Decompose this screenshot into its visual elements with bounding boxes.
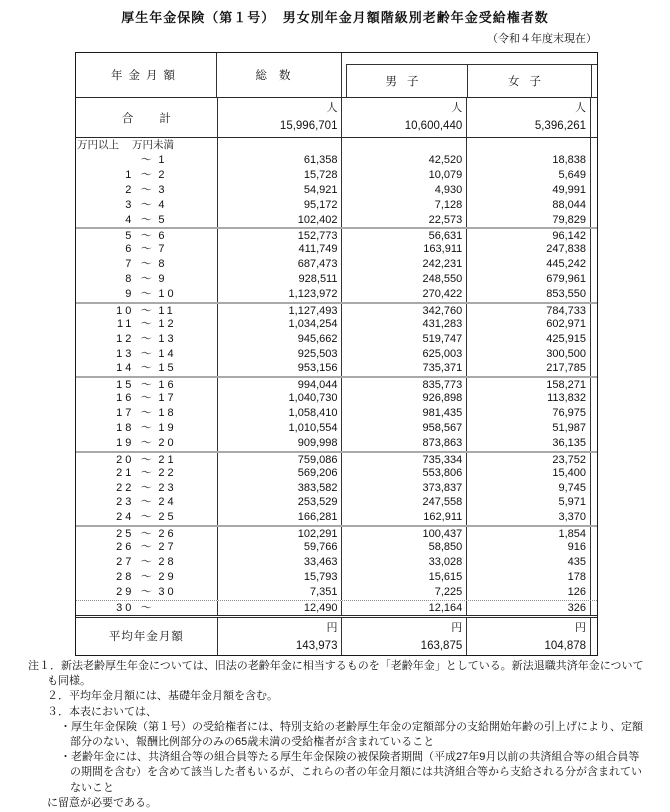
right-gutter — [590, 257, 597, 272]
total-cell: 953,156 — [217, 361, 342, 376]
right-gutter — [590, 304, 597, 317]
total-cell: 1,123,972 — [217, 287, 342, 302]
range-unit-header-row — [76, 138, 597, 153]
male-cell: 958,567 — [341, 421, 466, 436]
right-gutter — [590, 287, 597, 302]
range-cell: 〜 1 — [140, 154, 168, 166]
average-female-value: 104,878 — [544, 639, 587, 652]
table-row — [76, 168, 597, 183]
average-male-cell — [341, 618, 466, 655]
table-row — [76, 555, 597, 570]
range-cell: 12 〜 13 — [116, 332, 177, 345]
right-gutter — [590, 540, 597, 555]
female-cell: 602,971 — [466, 317, 590, 332]
range-cell: 24 〜 25 — [116, 511, 177, 524]
right-gutter — [590, 453, 597, 466]
range-cell: 20 〜 21 — [116, 453, 177, 466]
total-cell: 1,010,554 — [217, 421, 342, 436]
range-cell: 9 〜 10 — [125, 288, 177, 301]
female-cell: 326 — [466, 601, 590, 615]
average-row — [76, 615, 597, 655]
table-row — [76, 153, 597, 168]
range-cell: 11 〜 12 — [116, 317, 177, 330]
male-cell: 926,898 — [341, 391, 466, 406]
right-gutter — [590, 421, 597, 436]
male-cell: 270,422 — [341, 287, 466, 302]
female-cell: 79,829 — [466, 213, 590, 228]
male-cell: 12,164 — [341, 601, 466, 615]
col-header-female: 女子 — [468, 65, 592, 97]
right-gutter — [590, 98, 597, 137]
table-row — [76, 332, 597, 347]
total-cell: 33,463 — [217, 555, 342, 570]
table-header — [76, 53, 597, 98]
right-gutter — [590, 138, 597, 153]
male-cell: 735,371 — [341, 361, 466, 376]
female-cell: 113,832 — [466, 391, 590, 406]
right-gutter — [590, 378, 597, 391]
total-cell: 759,086 — [217, 453, 342, 466]
female-cell: 76,975 — [466, 406, 590, 421]
right-gutter — [590, 585, 597, 600]
male-cell: 4,930 — [341, 183, 466, 198]
col-header-total: 総数 — [217, 53, 342, 97]
right-gutter — [590, 153, 597, 168]
grand-total-label: 合計 — [121, 112, 197, 125]
range-cell: 19 〜 20 — [116, 436, 177, 449]
right-gutter — [590, 213, 597, 228]
male-cell: 58,850 — [341, 540, 466, 555]
male-cell: 242,231 — [341, 257, 466, 272]
table-row — [76, 510, 597, 525]
total-cell: 95,172 — [217, 198, 342, 213]
female-cell: 23,752 — [466, 453, 590, 466]
female-cell: 784,733 — [466, 304, 590, 317]
total-cell: 102,402 — [217, 213, 342, 228]
range-cell: 29 〜 30 — [116, 585, 177, 598]
range-cell: 4 〜 5 — [125, 213, 168, 226]
table-row — [76, 540, 597, 555]
right-gutter — [590, 183, 597, 198]
range-cell: 10 〜 11 — [116, 304, 176, 317]
note-line: ・老齢年金には、共済組合等の組合員等たる厚生年金保険の被保険者期間（平成27年9月以前の共済組合等の組合員等の期間を含む）を含めて該当した者もいるが、これらの者の年金月額には共済組合等から支給される分が含まれていないこと — [60, 751, 642, 794]
male-cell: 373,837 — [341, 481, 466, 496]
total-cell: 59,766 — [217, 540, 342, 555]
total-cell: 12,490 — [217, 601, 342, 615]
table-row — [76, 525, 597, 540]
male-cell: 162,911 — [341, 510, 466, 525]
table-row — [76, 287, 597, 302]
table-row — [76, 317, 597, 332]
range-header-upper: 万円未満 — [132, 139, 174, 151]
total-cell: 253,529 — [217, 495, 342, 510]
table-body — [76, 153, 597, 615]
total-cell: 687,473 — [217, 257, 342, 272]
female-cell: 679,961 — [466, 272, 590, 287]
total-cell: 1,040,730 — [217, 391, 342, 406]
male-cell: 873,863 — [341, 436, 466, 451]
male-cell: 431,283 — [341, 317, 466, 332]
table-row — [76, 436, 597, 451]
total-cell: 928,511 — [217, 272, 342, 287]
right-gutter — [590, 495, 597, 510]
total-cell: 1,034,254 — [217, 317, 342, 332]
right-gutter — [590, 168, 597, 183]
male-cell: 33,028 — [341, 555, 466, 570]
female-cell: 5,971 — [466, 495, 590, 510]
range-cell: 16 〜 17 — [116, 392, 177, 405]
total-cell: 945,662 — [217, 332, 342, 347]
total-cell: 54,921 — [217, 183, 342, 198]
unit-persons: 人 — [326, 102, 338, 114]
table-row — [76, 451, 597, 466]
table-row — [76, 198, 597, 213]
female-cell: 445,242 — [466, 257, 590, 272]
female-cell: 5,649 — [466, 168, 590, 183]
range-cell: 27 〜 28 — [116, 556, 177, 569]
page-title: 厚生年金保険（第１号） 男女別年金月額階級別老齢年金受給権者数 — [121, 10, 549, 25]
right-gutter — [590, 229, 597, 242]
range-cell: 26 〜 27 — [116, 541, 177, 554]
table-row — [76, 227, 597, 242]
range-cell: 17 〜 18 — [116, 407, 177, 420]
table-row — [76, 421, 597, 436]
grand-total-total-cell — [217, 98, 342, 137]
male-cell: 735,334 — [341, 453, 466, 466]
right-gutter — [590, 317, 597, 332]
total-cell: 569,206 — [217, 466, 342, 481]
table-row — [76, 600, 597, 615]
female-cell: 247,838 — [466, 242, 590, 257]
sex-subheader-box — [346, 64, 597, 97]
right-gutter — [590, 391, 597, 406]
total-cell: 152,773 — [217, 229, 342, 242]
range-cell: 15 〜 16 — [116, 379, 177, 392]
grand-total-total-value: 15,996,701 — [279, 120, 338, 132]
range-cell: 23 〜 24 — [116, 496, 177, 509]
table-row — [76, 257, 597, 272]
female-cell: 425,915 — [466, 332, 590, 347]
right-gutter — [590, 510, 597, 525]
table-row — [76, 302, 597, 317]
range-header-lower: 万円以上 — [77, 139, 119, 151]
right-gutter — [590, 198, 597, 213]
average-total-value: 143,973 — [295, 639, 338, 652]
note-line: に留意が必要である。 — [47, 796, 157, 809]
male-cell: 22,573 — [341, 213, 466, 228]
table-row — [76, 376, 597, 391]
range-cell: 30 〜 — [116, 601, 152, 614]
right-gutter — [590, 466, 597, 481]
unit-yen: 円 — [326, 621, 338, 634]
range-cell: 6 〜 7 — [125, 243, 168, 256]
total-cell: 1,127,493 — [217, 304, 342, 317]
male-cell: 163,911 — [341, 242, 466, 257]
average-row-label: 平均年金月額 — [108, 631, 184, 644]
total-cell: 102,291 — [217, 527, 342, 540]
unit-persons: 人 — [451, 102, 463, 114]
table-row — [76, 570, 597, 585]
male-cell: 247,558 — [341, 495, 466, 510]
table-row — [76, 466, 597, 481]
male-cell: 981,435 — [341, 406, 466, 421]
female-cell: 916 — [466, 540, 590, 555]
range-cell: 21 〜 22 — [116, 466, 177, 479]
male-cell: 625,003 — [341, 347, 466, 362]
grand-total-female-value: 5,396,261 — [534, 120, 587, 132]
female-cell: 18,838 — [466, 153, 590, 168]
right-gutter — [590, 242, 597, 257]
male-cell: 553,806 — [341, 466, 466, 481]
female-cell: 126 — [466, 585, 590, 600]
range-cell: 5 〜 6 — [125, 230, 168, 243]
footnotes — [28, 659, 644, 811]
male-cell: 342,760 — [341, 304, 466, 317]
col-header-male: 男子 — [347, 65, 468, 97]
right-gutter — [590, 570, 597, 585]
table-row — [76, 272, 597, 287]
note-line: 注１．新法老齢厚生年金については、旧法の老齢年金に相当するものを「老齢年金」としている。新法退職共済年金についても同様。 — [28, 660, 644, 688]
range-cell: 22 〜 23 — [116, 481, 177, 494]
right-gutter — [590, 601, 597, 615]
female-cell: 1,854 — [466, 527, 590, 540]
female-cell: 96,142 — [466, 229, 590, 242]
total-cell: 411,749 — [217, 242, 342, 257]
right-gutter — [590, 361, 597, 376]
right-gutter — [590, 332, 597, 347]
average-female-cell — [466, 618, 590, 655]
range-cell: 25 〜 26 — [116, 528, 177, 541]
total-cell: 994,044 — [217, 378, 342, 391]
right-gutter — [590, 618, 597, 655]
table-row — [76, 406, 597, 421]
average-male-value: 163,875 — [420, 639, 463, 652]
total-cell: 15,728 — [217, 168, 342, 183]
male-cell: 100,437 — [341, 527, 466, 540]
female-cell: 853,550 — [466, 287, 590, 302]
range-cell: 14 〜 15 — [116, 362, 177, 375]
total-cell: 61,358 — [217, 153, 342, 168]
table-row — [76, 391, 597, 406]
grand-total-male-cell — [341, 98, 466, 137]
male-cell: 10,079 — [341, 168, 466, 183]
female-cell: 178 — [466, 570, 590, 585]
female-cell: 3,370 — [466, 510, 590, 525]
total-cell: 166,281 — [217, 510, 342, 525]
male-cell: 7,225 — [341, 585, 466, 600]
female-cell: 9,745 — [466, 481, 590, 496]
grand-total-male-value: 10,600,440 — [404, 120, 463, 132]
range-cell: 28 〜 29 — [116, 570, 177, 583]
female-cell: 15,400 — [466, 466, 590, 481]
male-cell: 835,773 — [341, 378, 466, 391]
table-row — [76, 242, 597, 257]
table-row — [76, 347, 597, 362]
female-cell: 49,991 — [466, 183, 590, 198]
right-gutter — [590, 347, 597, 362]
right-gutter — [590, 555, 597, 570]
note-line: ２．平均年金月額には、基礎年金月額を含む。 — [47, 690, 278, 703]
range-cell: 2 〜 3 — [125, 183, 168, 196]
table-row — [76, 213, 597, 228]
total-cell: 383,582 — [217, 481, 342, 496]
note-line: ・厚生年金保険（第１号）の受給権者には、特別支給の老齢厚生年金の定額部分の支給開始年齢の引上げにより、定額部分のない、報酬比例部分のみの65歳未満の受給権者が含まれていること — [60, 720, 643, 749]
right-gutter — [590, 272, 597, 287]
female-cell: 435 — [466, 555, 590, 570]
right-gutter — [590, 436, 597, 451]
female-cell: 88,044 — [466, 198, 590, 213]
range-cell: 7 〜 8 — [125, 258, 168, 271]
range-cell: 1 〜 2 — [125, 168, 168, 181]
female-cell: 36,135 — [466, 436, 590, 451]
female-cell: 217,785 — [466, 361, 590, 376]
range-cell: 8 〜 9 — [125, 273, 168, 286]
unit-persons: 人 — [575, 102, 587, 114]
range-cell: 3 〜 4 — [125, 198, 168, 211]
male-cell: 56,631 — [341, 229, 466, 242]
female-cell: 51,987 — [466, 421, 590, 436]
range-cell: 18 〜 19 — [116, 422, 177, 435]
average-total-cell — [217, 618, 342, 655]
male-cell: 7,128 — [341, 198, 466, 213]
date-note: （令和４年度末現在） — [487, 33, 597, 45]
total-cell: 925,503 — [217, 347, 342, 362]
table-row — [76, 183, 597, 198]
range-cell: 13 〜 14 — [116, 347, 177, 360]
male-cell: 15,615 — [341, 570, 466, 585]
right-gutter — [590, 481, 597, 496]
table-row — [76, 585, 597, 600]
total-cell: 15,793 — [217, 570, 342, 585]
male-cell: 519,747 — [341, 332, 466, 347]
pension-table — [75, 52, 598, 656]
col-header-pension-amount: 年金月額 — [76, 53, 217, 97]
right-gutter — [590, 406, 597, 421]
female-cell: 300,500 — [466, 347, 590, 362]
grand-total-row — [76, 98, 597, 138]
total-cell: 7,351 — [217, 585, 342, 600]
total-cell: 909,998 — [217, 436, 342, 451]
right-gutter — [590, 527, 597, 540]
male-cell: 248,550 — [341, 272, 466, 287]
male-cell: 42,520 — [341, 153, 466, 168]
unit-yen: 円 — [451, 621, 463, 634]
female-cell: 158,271 — [466, 378, 590, 391]
table-row — [76, 481, 597, 496]
grand-total-female-cell — [466, 98, 590, 137]
total-cell: 1,058,410 — [217, 406, 342, 421]
note-line: ３．本表においては、 — [47, 705, 157, 718]
unit-yen: 円 — [575, 621, 587, 634]
table-row — [76, 495, 597, 510]
table-row — [76, 361, 597, 376]
